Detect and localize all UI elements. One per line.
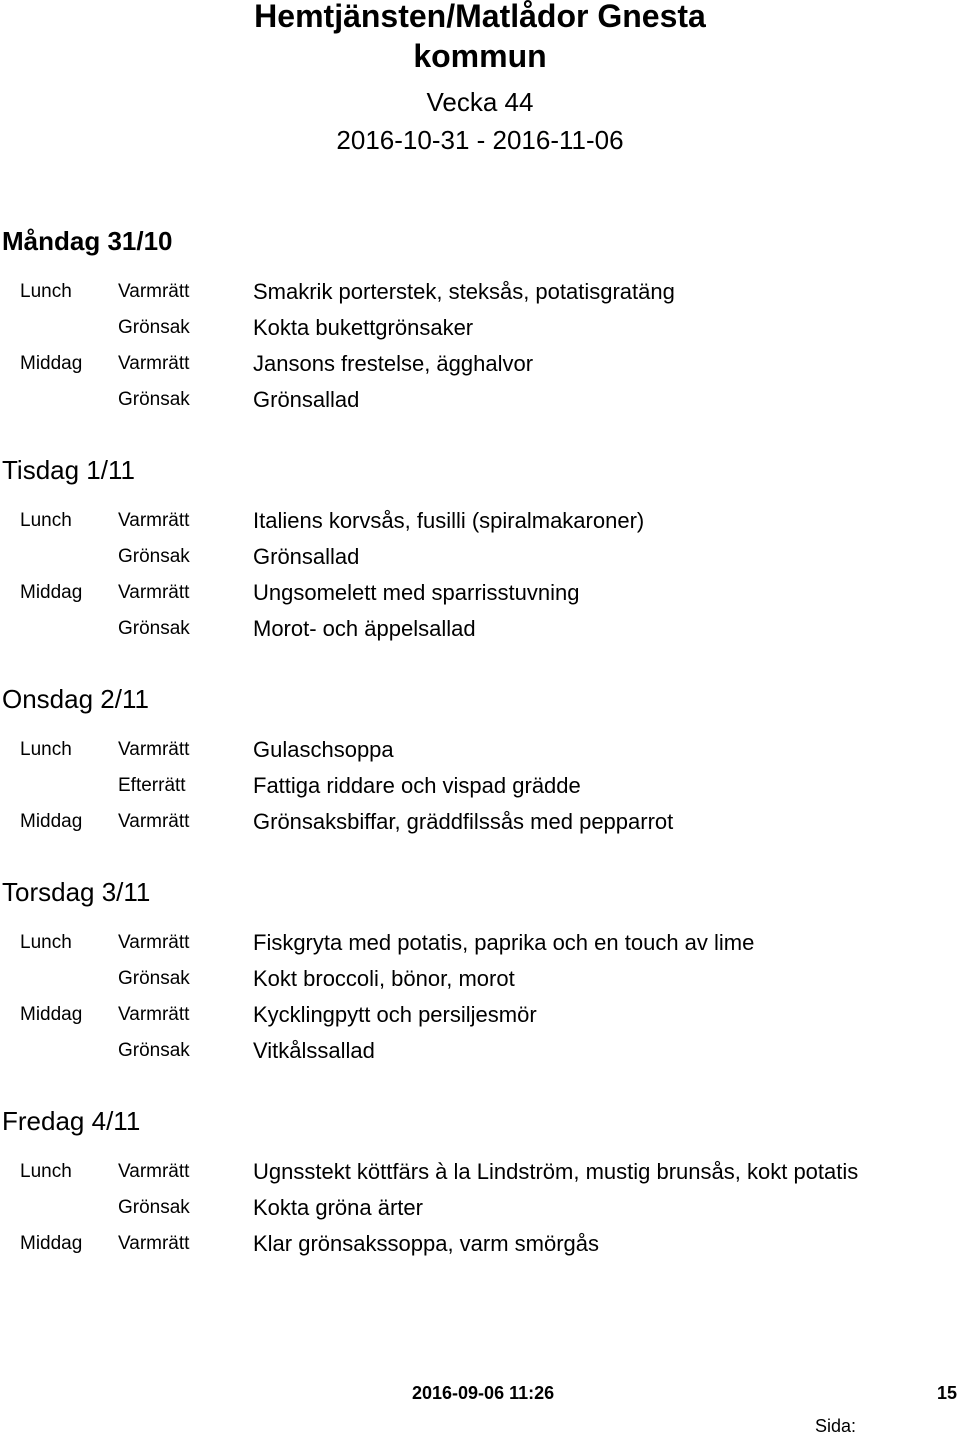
meal-label: Lunch xyxy=(20,932,72,953)
category-label: Varmrätt xyxy=(118,932,190,953)
meal-label: Middag xyxy=(20,1233,83,1254)
print-timestamp: 2016-09-06 11:26 xyxy=(412,1383,555,1403)
day-title: Onsdag 2/11 xyxy=(2,684,149,714)
menu-row xyxy=(0,999,960,1035)
menu-row xyxy=(0,541,960,577)
dish-text: Fattiga riddare och vispad grädde xyxy=(253,773,581,798)
meal-label: Lunch xyxy=(20,739,72,760)
menu-row xyxy=(0,806,960,842)
week-label: Vecka 44 xyxy=(426,87,534,117)
menu-title-line1: Hemtjänsten/Matlådor Gnesta xyxy=(254,0,706,34)
meal-label: Middag xyxy=(20,353,83,374)
category-label: Efterrätt xyxy=(118,775,186,796)
menu-row xyxy=(0,276,960,312)
category-label: Varmrätt xyxy=(118,1161,190,1182)
menu-row xyxy=(0,734,960,770)
category-label: Grönsak xyxy=(118,317,190,338)
meal-label: Lunch xyxy=(20,281,72,302)
meal-label: Lunch xyxy=(20,1161,72,1182)
menu-row xyxy=(0,963,960,999)
dish-text: Kokta gröna ärter xyxy=(253,1195,423,1220)
dish-text: Jansons frestelse, ägghalvor xyxy=(253,351,534,376)
dish-text: Grönsaksbiffar, gräddfilssås med pepparrot xyxy=(253,809,674,834)
category-label: Varmrätt xyxy=(118,811,190,832)
category-label: Grönsak xyxy=(118,1197,190,1218)
dish-text: Grönsallad xyxy=(253,544,360,569)
menu-row xyxy=(0,505,960,541)
menu-row xyxy=(0,312,960,348)
menu-row xyxy=(0,577,960,613)
dish-text: Smakrik porterstek, steksås, potatisgratäng xyxy=(253,279,675,304)
category-label: Grönsak xyxy=(118,1040,190,1061)
dish-text: Grönsallad xyxy=(253,387,360,412)
dish-text: Fiskgryta med potatis, paprika och en touch av lime xyxy=(253,930,755,955)
menu-row xyxy=(0,1228,960,1264)
menu-row xyxy=(0,1156,960,1192)
menu-row xyxy=(0,348,960,384)
date-range: 2016-10-31 - 2016-11-06 xyxy=(336,125,624,155)
category-label: Varmrätt xyxy=(118,510,190,531)
menu-row xyxy=(0,1192,960,1228)
category-label: Varmrätt xyxy=(118,1004,190,1025)
day-title: Fredag 4/11 xyxy=(2,1106,141,1136)
category-label: Varmrätt xyxy=(118,281,190,302)
dish-text: Kokt broccoli, bönor, morot xyxy=(253,966,515,991)
meal-label: Middag xyxy=(20,582,83,603)
menu-row xyxy=(0,1035,960,1071)
meal-label: Middag xyxy=(20,811,83,832)
dish-text: Klar grönsakssoppa, varm smörgås xyxy=(253,1231,600,1256)
day-title: Måndag 31/10 xyxy=(2,226,173,256)
day-title: Torsdag 3/11 xyxy=(2,877,151,907)
category-label: Grönsak xyxy=(118,389,190,410)
page-label: Sida: xyxy=(815,1416,857,1436)
dish-text: Morot- och äppelsallad xyxy=(253,616,476,641)
menu-row xyxy=(0,384,960,420)
category-label: Grönsak xyxy=(118,546,190,567)
meal-label: Lunch xyxy=(20,510,72,531)
dish-text: Ungsomelett med sparrisstuvning xyxy=(253,580,580,605)
menu-row xyxy=(0,770,960,806)
dish-text: Ugnsstekt köttfärs à la Lindström, mustig brunsås, kokt potatis xyxy=(253,1159,859,1184)
category-label: Varmrätt xyxy=(118,1233,190,1254)
category-label: Grönsak xyxy=(118,968,190,989)
dish-text: Vitkålssallad xyxy=(253,1038,375,1063)
dish-text: Kycklingpytt och persiljesmör xyxy=(253,1002,537,1027)
category-label: Grönsak xyxy=(118,618,190,639)
page-number: 15 xyxy=(937,1383,958,1403)
category-label: Varmrätt xyxy=(118,353,190,374)
dish-text: Kokta bukettgrönsaker xyxy=(253,315,474,340)
dish-text: Gulaschsoppa xyxy=(253,737,394,762)
category-label: Varmrätt xyxy=(118,739,190,760)
meal-label: Middag xyxy=(20,1004,83,1025)
day-title: Tisdag 1/11 xyxy=(2,455,135,485)
menu-title-line2: kommun xyxy=(413,38,547,74)
dish-text: Italiens korvsås, fusilli (spiralmakaroner) xyxy=(253,508,645,533)
menu-row xyxy=(0,927,960,963)
menu-row xyxy=(0,613,960,649)
category-label: Varmrätt xyxy=(118,582,190,603)
